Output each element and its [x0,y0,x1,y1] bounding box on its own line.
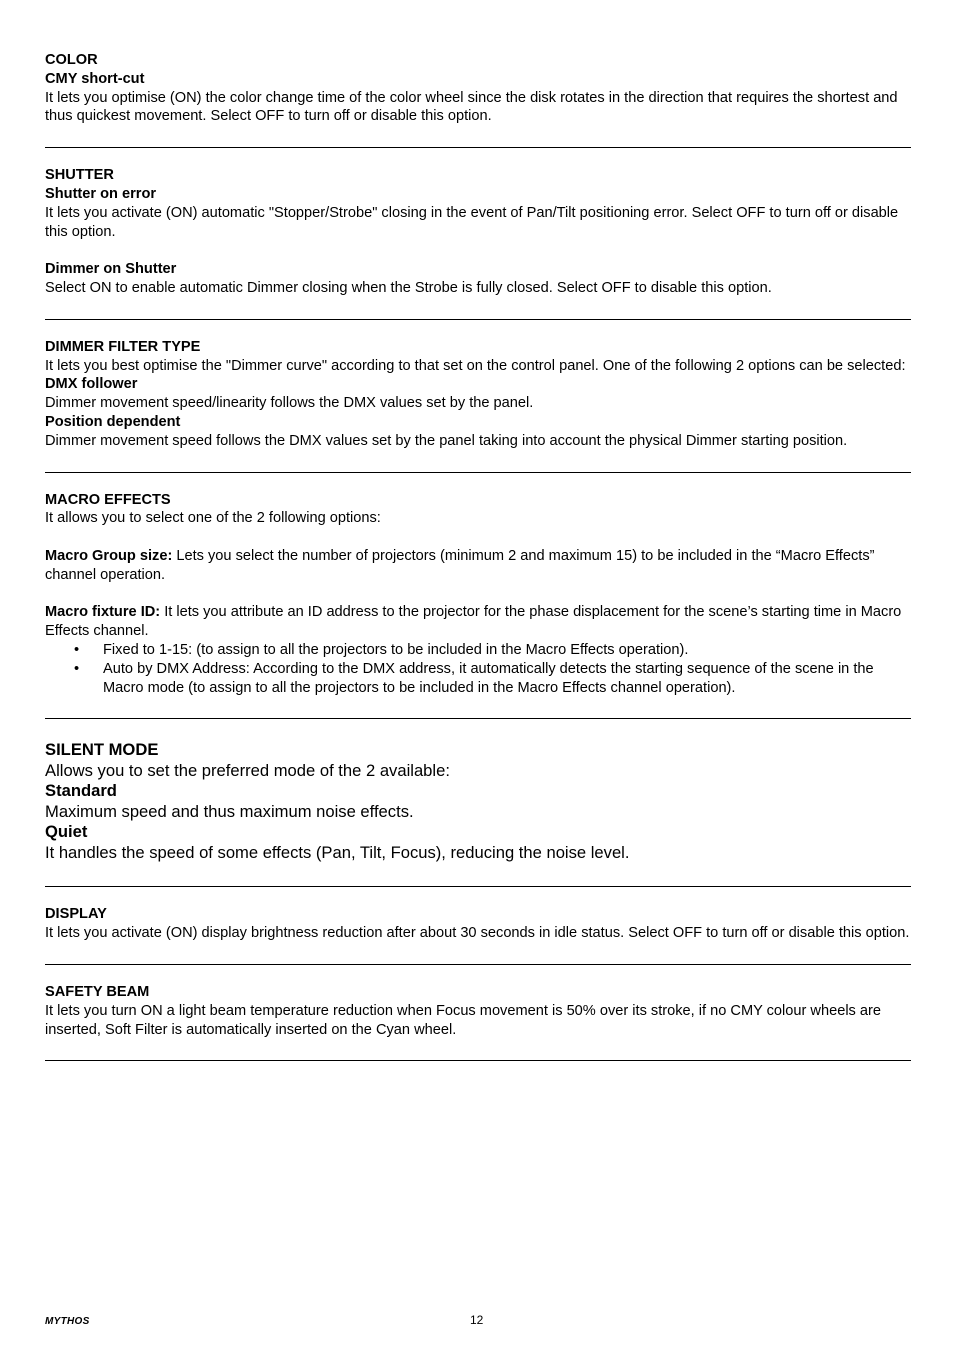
section-macro-effects [45,491,911,698]
section-description: It allows you to select one of the 2 following options: [45,510,381,527]
option-description: Maximum speed and thus maximum noise effects. [45,801,414,821]
section-silent-mode [45,740,911,863]
option-title: Position dependent [45,413,181,430]
option-title: Macro fixture ID: [45,604,161,621]
section-description: It lets you turn ON a light beam temperature reduction when Focus movement is 50% over its stroke, if no CMY colour wheels are inserted, Soft Filter is automatically inserted on the Cyan wheel. [45,1002,882,1038]
section-safety-beam [45,983,911,1039]
option-title: Standard [45,781,117,801]
macro-group-size-paragraph [45,547,911,585]
macro-fixture-id-paragraph [45,603,911,641]
section-description: Allows you to set the preferred mode of the 2 available: [45,760,450,780]
list-item: • Auto by DMX Address: According to the DMX address, it automatically detects the starting sequence of the scene in the Macro mode (to assign to all the projectors to be included in the Macro Effects channel operation). [74,660,874,696]
page-content [45,51,911,1061]
section-display [45,905,911,943]
list-item: • Fixed to 1-15: (to assign to all the projectors to be included in the Macro Effects operation). [74,641,689,658]
section-heading: COLOR [45,52,98,68]
section-heading: SHUTTER [45,167,114,184]
option-description: Dimmer movement speed follows the DMX values set by the panel taking into account the physical Dimmer starting position. [45,432,848,449]
section-shutter [45,166,911,298]
option-description: Select ON to enable automatic Dimmer closing when the Strobe is fully closed. Select OFF to disable this option. [45,279,772,296]
option-title: DMX follower [45,376,138,393]
section-divider [45,1060,911,1061]
section-heading: DIMMER FILTER TYPE [45,338,201,355]
footer-brand: MYTHOS [45,1316,90,1327]
section-description: It lets you best optimise the "Dimmer curve" according to that set on the control panel. One of the following 2 options can be selected: [45,357,906,374]
section-description: It lets you activate (ON) display brightness reduction after about 30 seconds in idle status. Select OFF to turn off or disable this option. [45,925,910,942]
section-color [45,51,911,126]
option-description: Dimmer movement speed/linearity follows the DMX values set by the panel. [45,395,534,412]
option-title: Shutter on error [45,185,157,202]
section-heading: SAFETY BEAM [45,983,150,1000]
section-heading: DISPLAY [45,906,107,923]
option-title: Quiet [45,822,88,842]
option-description: Lets you select the number of projectors (minimum 2 and maximum 15) to be included in the “Macro Effects” channel operation. [45,547,875,583]
page-number: 12 [470,1313,484,1327]
option-title: Macro Group size: [45,547,173,564]
bullet-list [45,641,911,697]
section-heading: MACRO EFFECTS [45,491,171,508]
option-title: Dimmer on Shutter [45,261,177,278]
option-title: CMY short-cut [45,70,145,87]
option-description: It lets you activate (ON) automatic "Stopper/Strobe" closing in the event of Pan/Tilt positioning error. Select OFF to turn off or disable this option. [45,204,899,240]
option-description: It lets you attribute an ID address to the projector for the phase displacement for the scene’s starting time in Macro Effects channel. [45,604,902,640]
option-description: It handles the speed of some effects (Pan, Tilt, Focus), reducing the noise level. [45,842,630,862]
bullet-icon: • [74,641,80,658]
section-dimmer-filter-type [45,338,911,451]
section-heading: SILENT MODE [45,740,159,760]
option-description: It lets you optimise (ON) the color change time of the color wheel since the disk rotates in the direction that requires the shortest and thus quickest movement. Select OFF to turn off or disable this option. [45,89,898,125]
bullet-icon: • [74,660,80,677]
